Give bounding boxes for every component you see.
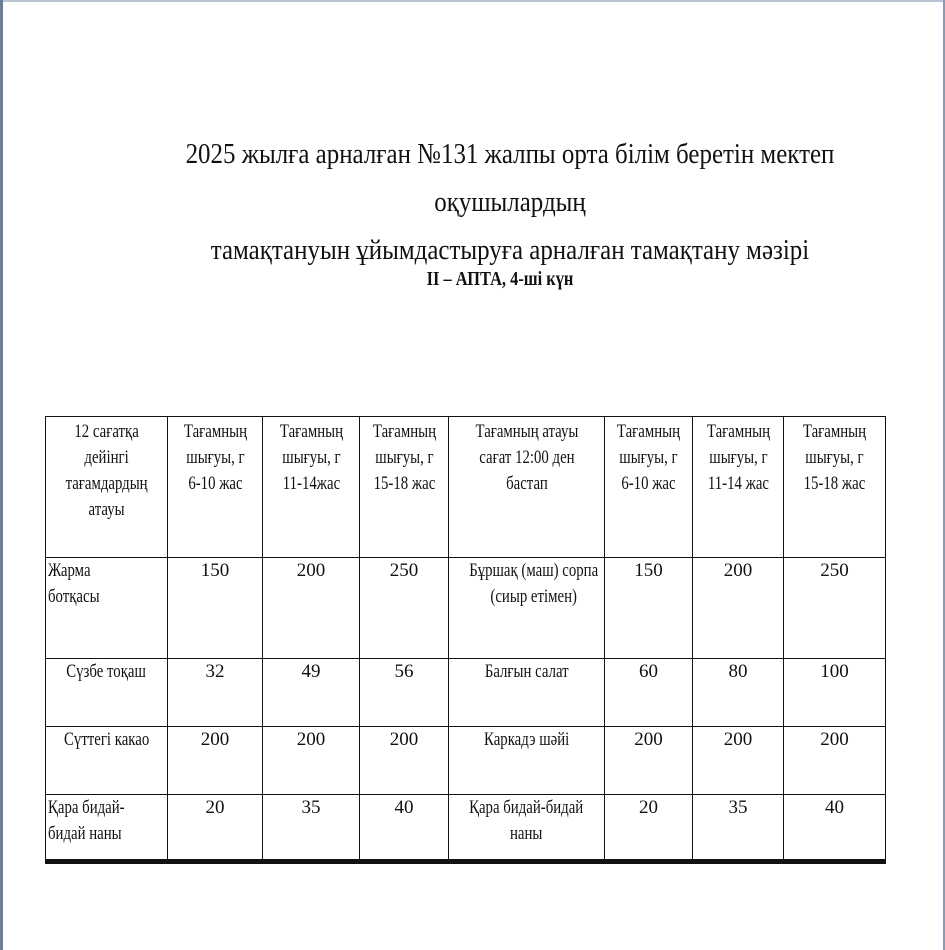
header-cell-yield-11-14 [263,417,360,558]
dish-after-noon: Каркадэ шәйі [449,727,605,795]
title-line-2: тамақтануын ұйымдастыруға арналған тамақтану мәзірі [210,234,810,266]
yield-value: 200 [168,727,263,795]
yield-value: 32 [168,659,263,727]
header-cell-yield-11-14-pm [693,417,784,558]
yield-value: 40 [360,795,449,862]
table-row [46,727,886,795]
yield-value: 150 [168,558,263,659]
header-text: Тағамның шығуы, г 11-14 жас [706,421,770,494]
yield-value: 150 [605,558,693,659]
title-line-1: 2025 жылға арналған №131 жалпы орта білім беретін мектеп оқушылардың [185,138,835,218]
header-cell-yield-6-10-pm [605,417,693,558]
yield-value: 250 [784,558,886,659]
header-text: Тағамның шығуы, г 11-14жас [279,421,343,494]
yield-value: 20 [605,795,693,862]
page-left-edge [0,0,3,950]
dish-before-noon: Жарма ботқасы [46,558,168,659]
dish-after-noon: Бұршақ (маш) сорпа (сиыр етімен) [449,558,605,659]
header-text: Тағамның шығуы, г 6-10 жас [616,421,681,494]
table-row [46,795,886,862]
page-top-edge [0,0,945,2]
yield-value: 49 [263,659,360,727]
document-title [175,130,846,274]
header-cell-yield-6-10 [168,417,263,558]
yield-value: 200 [360,727,449,795]
dish-before-noon: Сүттегі какао [46,727,168,795]
yield-value: 56 [360,659,449,727]
dish-before-noon: Қара бидай- бидай наны [46,795,168,862]
yield-value: 80 [693,659,784,727]
yield-value: 40 [784,795,886,862]
header-text: 12 сағатқа дейінгі тағамдардың атауы [65,421,148,520]
header-text: Тағамның шығуы, г 15-18 жас [802,421,867,494]
yield-value: 20 [168,795,263,862]
header-cell-after-noon-dish [449,417,605,558]
header-cell-before-noon-dish [46,417,168,558]
table-header-row [46,417,886,558]
dish-after-noon: Қара бидай-бидай наны [449,795,605,862]
table-row [46,659,886,727]
yield-value: 200 [605,727,693,795]
dish-after-noon: Балғын салат [449,659,605,727]
header-cell-yield-15-18-pm [784,417,886,558]
header-cell-yield-15-18 [360,417,449,558]
header-text: Тағамның шығуы, г 6-10 жас [183,421,247,494]
yield-value: 200 [263,727,360,795]
yield-value: 100 [784,659,886,727]
yield-value: 35 [263,795,360,862]
yield-value: 200 [693,727,784,795]
yield-value: 35 [693,795,784,862]
yield-value: 200 [263,558,360,659]
yield-value: 250 [360,558,449,659]
dish-before-noon: Сүзбе тоқаш [46,659,168,727]
table-row [46,558,886,659]
week-day-subtitle: ІІ – АПТА, 4-ші күн [426,268,574,290]
yield-value: 200 [784,727,886,795]
menu-table [45,416,886,864]
header-text: Тағамның атауы сағат 12:00 ден бастап [475,421,578,494]
yield-value: 200 [693,558,784,659]
yield-value: 60 [605,659,693,727]
header-text: Тағамның шығуы, г 15-18 жас [372,421,436,494]
